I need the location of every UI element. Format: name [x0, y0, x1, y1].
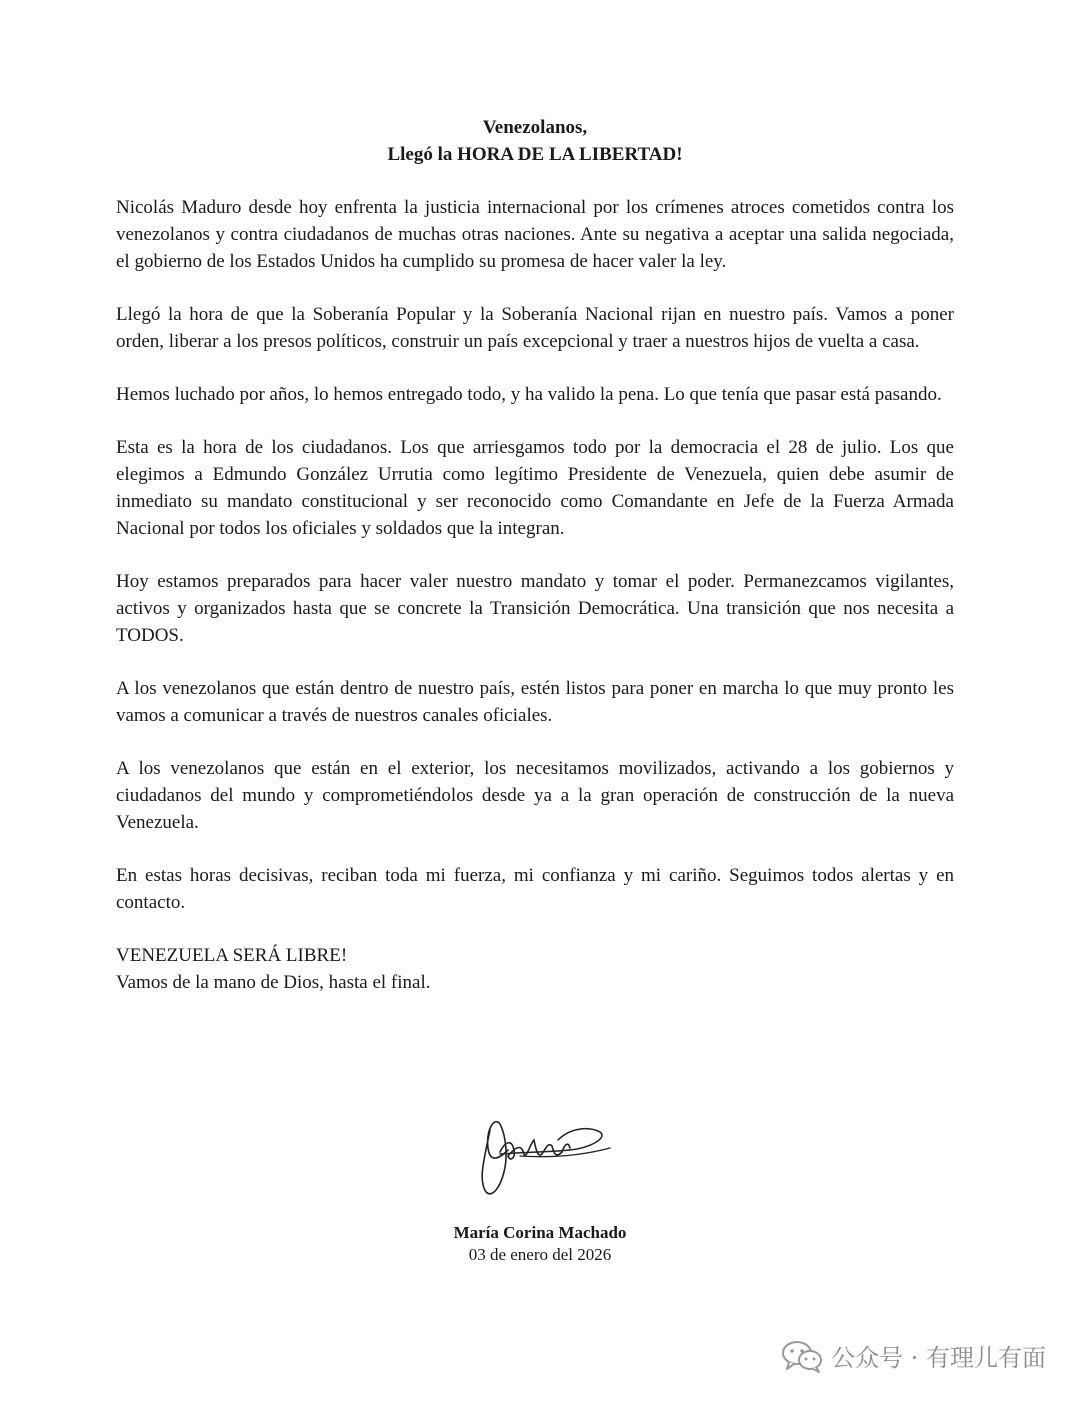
paragraph-4: Esta es la hora de los ciudadanos. Los que arriesgamos todo por la democracia el 28 de julio. Los que elegimos a Edmundo González Urrutia como legítimo Presidente de Venezuela, quien debe asumir de inmediato su mandato constitucional y ser reconocido como Comandante en Jefe de la Fuerza Armada Nacional por todos los oficiales y soldados que la integran. [116, 437, 954, 539]
paragraph-5: Hoy estamos preparados para hacer valer nuestro mandato y tomar el poder. Permanezcamos vigilantes, activos y organizados hasta que se concrete la Transición Democrática. Una transición que nos necesita a TODOS. [116, 571, 954, 646]
watermark [781, 1338, 1046, 1373]
signed-date: 03 de enero del 2026 [468, 1245, 612, 1264]
heading-greeting: Venezolanos, [482, 117, 588, 138]
paragraph-6: A los venezolanos que están dentro de nuestro país, estén listos para poner en marcha lo que muy pronto les vamos a comunicar a través de nuestros canales oficiales. [116, 678, 954, 726]
letter-body [116, 114, 954, 996]
watermark-text: 公众号 · 有理儿有面 [831, 1344, 1046, 1372]
heading-title: Llegó la HORA DE LA LIBERTAD! [387, 144, 683, 165]
paragraph-3: Hemos luchado por años, lo hemos entregado todo, y ha valido la pena. Lo que tenía que pasar está pasando. [116, 384, 942, 405]
signer-name: María Corina Machado [453, 1223, 627, 1242]
paragraph-1: Nicolás Maduro desde hoy enfrenta la justicia internacional por los crímenes atroces cometidos contra los venezolanos y contra ciudadanos de muchas otras naciones. Ante su negativa a aceptar una salida negociada, el gobierno de los Estados Unidos ha cumplido su promesa de hacer valer la ley. [116, 197, 954, 272]
signature-block [0, 1100, 1080, 1266]
paragraph-7: A los venezolanos que están en el exterior, los necesitamos movilizados, activando a los gobiernos y ciudadanos del mundo y comprometiéndolos desde ya a la gran operación de construcción de la nueva Venezuela. [116, 758, 954, 833]
closing-exclamation: VENEZUELA SERÁ LIBRE! [116, 945, 348, 966]
closing [116, 942, 954, 996]
handwritten-signature [460, 1100, 620, 1200]
closing-farewell: Vamos de la mano de Dios, hasta el final. [116, 972, 431, 993]
paragraph-8: En estas horas decisivas, reciban toda mi fuerza, mi confianza y mi cariño. Seguimos todos alertas y en contacto. [116, 865, 954, 913]
letter-heading [116, 114, 954, 168]
paragraph-2: Llegó la hora de que la Soberanía Popular y la Soberanía Nacional rijan en nuestro país. Vamos a poner orden, liberar a los presos políticos, construir un país excepcional y traer a nuestros hijos de vuelta a casa. [116, 304, 954, 352]
wechat-icon [781, 1339, 823, 1373]
